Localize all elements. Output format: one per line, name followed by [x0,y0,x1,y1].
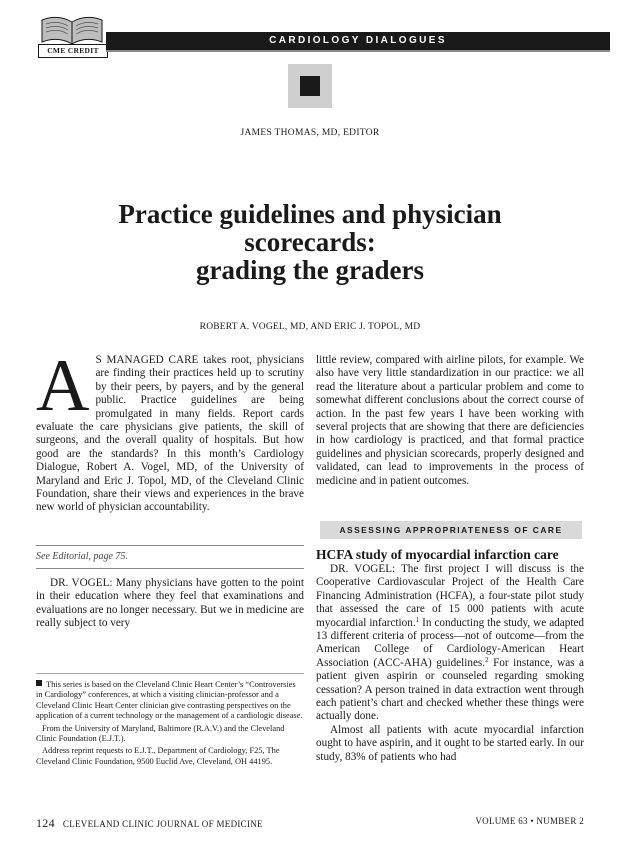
footnote-affiliation: From the University of Maryland, Baltimore (R.A.V.) and the Cleveland Clinic Foundation (E.J.T.). [36,723,285,744]
logo-square [300,76,320,96]
right-dialogue [316,563,584,764]
cme-credit-badge [36,14,110,56]
right-column-text [316,354,584,488]
dialogue-left-text: Many physicians have gotten to the point in their education where they feel that examinations and evaluations are no longer necessary. But we in medicine are really subject to very [36,577,305,630]
footnote-reprints: Address reprint requests to E.J.T., Department of Cardiology, F25, The Cleveland Clinic Foundation, 9500 Euclid Ave, Cleveland, OH 44195. [36,746,280,766]
title-line-1: Practice guidelines and physician [118,199,502,229]
reference-1: 1 [415,615,420,624]
divider-editorial [36,568,304,569]
bullet-square-icon [36,680,42,686]
intro-abstract [36,345,304,515]
right-dialogue-paragraph-1: DR. VOGEL: The first project I will discuss is the Cooperative Cardiovascular Project of the Health Care Financing Administration (HCFA), a four-state pilot study that assessed the care of 15 000 patients with acute myocardial infarction.$^1$ In conducting the study, we adapted 13 different criteria of process—not of outcome—from the American College of Cardiology-American Heart Association (ACC-AHA) guidelines.$^2$ For instance, was a patient given aspirin or counseled regarding smoking cessation? A person trained in data extraction went through each patient’s chart and checked whether these things were actually done. [316,563,585,723]
intro-lead: S MANAGED CARE [95,354,199,366]
drop-cap: A [36,345,90,427]
right-dialogue-paragraph-2: Almost all patients with acute myocardial infarction ought to have aspirin, and it ought to be started early. In our study, 83% of patients who had [316,723,584,763]
speaker-label: DR. VOGEL: [50,577,113,589]
right-column-paragraph: little review, compared with airline pilots, for example. We also have very little standardization in our practice: we all read the literature about a particular problem and come to somewhat different conclusions about the correct course of action. In the past few years I have been working with several projects that are showing that there are deficiencies in how cardiology is practiced, and that formal practice guidelines and physician scorecards, properly designed and validated, can lead to improvements in the process of medicine and in patient outcomes. [316,354,584,487]
banner-underline [106,50,610,52]
journal-name: CLEVELAND CLINIC JOURNAL OF MEDICINE [62,819,263,829]
section-heading: ASSESSING APPROPRIATENESS OF CARE [339,525,563,535]
article-title [60,200,560,284]
divider-footnotes [36,673,304,674]
see-editorial-note: See Editorial, page 75. [36,551,128,562]
footnotes [36,680,304,769]
reference-2: 2 [485,655,489,664]
header-banner [36,14,610,56]
footer-volume: VOLUME 63 • NUMBER 2 [475,816,584,826]
divider-intro [36,545,304,546]
title-line-2: scorecards: [244,227,376,257]
page-number: 124 [36,816,55,830]
intro-text: takes root, physicians are finding their practices held up to scrutiny by their peers, by payers, and by the general public. Practice guidelines are being promulgated in many fields. Report cards evaluate the care physicians give patients, the skill of surgeons, and the overall quality of hospitals. But how good are the standards? In this month’s Cardiology Dialogue, Robert A. Vogel, MD, of the University of Maryland and Eric J. Topol, MD, of the Cleveland Clinic Foundation, share their views and experiences in the brave new world of physician accountability. [36,354,304,514]
author-byline: ROBERT A. VOGEL, MD, AND ERIC J. TOPOL, MD [199,322,421,332]
dialogue-left [36,577,304,631]
subheading: HCFA study of myocardial infarction care [316,547,559,562]
section-banner-title: CARDIOLOGY DIALOGUES [269,35,447,46]
footer-left [36,816,263,831]
cme-credit-label: CME CREDIT [38,44,108,58]
speaker-label-right: DR. VOGEL: [330,563,396,575]
editor-credit: JAMES THOMAS, MD, EDITOR [240,128,380,138]
open-book-icon [36,14,110,46]
title-line-3: grading the graders [196,255,424,285]
footnote-series: This series is based on the Cleveland Clinic Heart Center’s “Controversies in Cardiology” conferences, at which a visiting clinician-professor and a Cleveland Clinic Heart Center clinician give contrasting perspectives on the application of a current technology or the management of a cardiologic disease. [36,680,303,721]
department-logo [288,64,332,108]
